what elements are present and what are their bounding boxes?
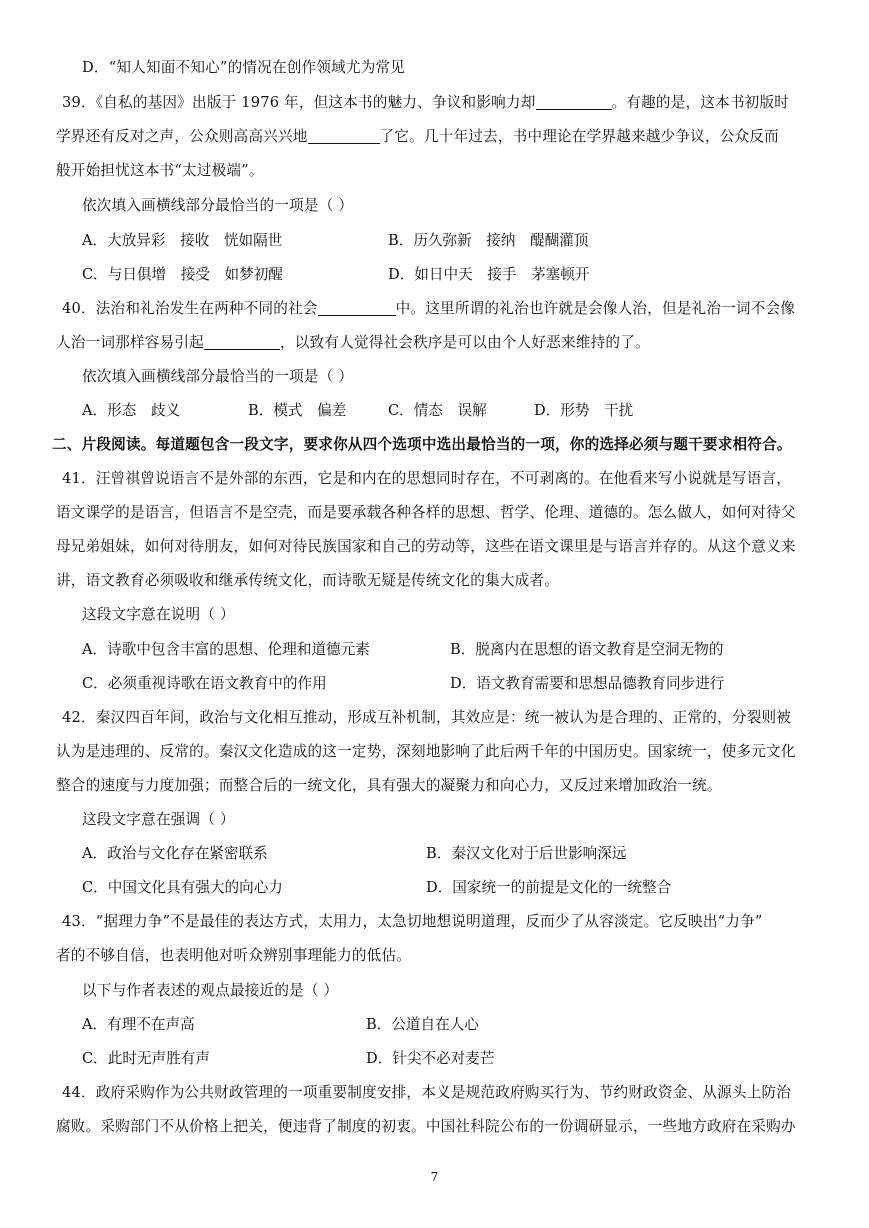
q41-prompt: 这段文字意在说明（ ）	[82, 606, 235, 623]
q42-line: 42．秦汉四百年间，政治与文化相互推动，形成互补机制，其效应是：统一被认为是合理的、正常的，分裂则被	[62, 709, 792, 726]
q42-option-b: B．秦汉文化对于后世影响深远	[426, 845, 627, 862]
q43-option-c: C．此时无声胜有声	[82, 1050, 210, 1067]
q41-line: 讲，语文教育必须吸收和继承传统文化，而诗歌无疑是传统文化的集大成者。	[56, 572, 559, 589]
q40-blank-2	[204, 333, 280, 350]
q40-prompt: 依次填入画横线部分最恰当的一项是（ ）	[82, 368, 354, 385]
q39-option-c: C．与日俱增 接受 如梦初醒	[82, 266, 283, 283]
q42-option-a: A．政治与文化存在紧密联系	[82, 845, 268, 862]
q43-line: 者的不够自信，也表明他对听众辨别事理能力的低估。	[56, 947, 412, 964]
q41-option-d: D．语文教育需要和思想品德教育同步进行	[450, 675, 725, 692]
q41-option-c: C．必须重视诗歌在语文教育中的作用	[82, 675, 327, 692]
page-number: 7	[430, 1170, 439, 1184]
q40-line-1: 40．法治和礼治发生在两种不同的社会 中。这里所谓的礼治也许就是会像人治，但是礼治一词不会像	[62, 300, 796, 317]
q42-line: 整合的速度与力度加强；而整合后的一统文化，具有强大的凝聚力和向心力，又反过来增加政治一统。	[56, 777, 722, 794]
q42-option-d: D．国家统一的前提是文化的一统整合	[426, 879, 672, 896]
q41-line: 语文课学的是语言，但语言不是空壳，而是要承载各种各样的思想、哲学、伦理、道德的。怎么做人，如何对待父	[56, 504, 796, 521]
q41-option-b: B．脱离内在思想的语文教育是空洞无物的	[450, 641, 724, 658]
q39-line-2: 学界还有反对之声，公众则高高兴兴地 了它。几十年过去，书中理论在学界越来越少争议，公众反而	[56, 128, 779, 145]
q42-option-c: C．中国文化具有强大的向心力	[82, 879, 283, 896]
q41-line: 41．汪曾祺曾说语言不是外部的东西，它是和内在的思想同时存在，不可剥离的。在他看来写小说就是写语言，	[62, 470, 792, 487]
q43-prompt: 以下与作者表述的观点最接近的是（ ）	[82, 982, 339, 999]
q43-option-b: B．公道自在人心	[366, 1016, 479, 1033]
q39-blank-2	[308, 127, 380, 144]
q40-blank-1	[318, 299, 396, 316]
q41-line: 母兄弟姐妹，如何对待朋友，如何对待民族国家和自己的劳动等，这些在语文课里是与语言并存的。从这个意义来	[56, 538, 796, 555]
section-2-heading: 二、片段阅读。每道题包含一段文字，要求你从四个选项中选出最恰当的一项，你的选择必须与题干要求相符合。	[52, 436, 792, 453]
q40-line-2: 人治一词那样容易引起 ，以致有人觉得社会秩序是可以由个人好恶来维持的了。	[56, 334, 650, 351]
q39-option-a: A．大放异彩 接收 恍如隔世	[82, 232, 283, 249]
q40-option-b: B．模式 偏差	[248, 402, 347, 419]
q42-prompt: 这段文字意在强调（ ）	[82, 811, 235, 828]
q39-option-d: D．如日中天 接手 茅塞顿开	[388, 266, 590, 283]
q40-option-c: C．情态 误解	[388, 402, 487, 419]
q41-option-a: A．诗歌中包含丰富的思想、伦理和道德元素	[82, 641, 370, 658]
q44-line: 44．政府采购作为公共财政管理的一项重要制度安排，本义是规范政府购买行为、节约财政资金、从源头上防治	[62, 1084, 792, 1101]
q39-prompt: 依次填入画横线部分最恰当的一项是（ ）	[82, 197, 354, 214]
q39-blank-1	[536, 93, 612, 110]
q43-line: 43．“据理力争”不是最佳的表达方式，太用力，太急切地想说明道理，反而少了从容淡定。它反映出“力争”	[62, 913, 763, 930]
q39-line-1: 39．《自私的基因》出版于 1976 年，但这本书的魅力、争议和影响力却 。有趣的是，这本书初版时	[62, 94, 790, 111]
q40-option-d: D．形势 干扰	[534, 402, 634, 419]
q39-line-3: 般开始担忧这本书“太过极端”。	[56, 162, 264, 179]
q42-line: 认为是违理的、反常的。秦汉文化造成的这一定势，深刻地影响了此后两千年的中国历史。国家统一，使多元文化	[56, 743, 796, 760]
q40-option-a: A．形态 歧义	[82, 402, 181, 419]
q43-option-a: A．有理不在声高	[82, 1016, 195, 1033]
q43-option-d: D．针尖不必对麦芒	[366, 1050, 495, 1067]
q39-option-b: B．历久弥新 接纳 醍醐灌顶	[388, 232, 589, 249]
q44-line: 腐败。采购部门不从价格上把关，便违背了制度的初衷。中国社科院公布的一份调研显示，一些地方政府在采购办	[56, 1118, 796, 1135]
prev-option-d: D．“知人知面不知心”的情况在创作领域尤为常见	[82, 59, 406, 76]
